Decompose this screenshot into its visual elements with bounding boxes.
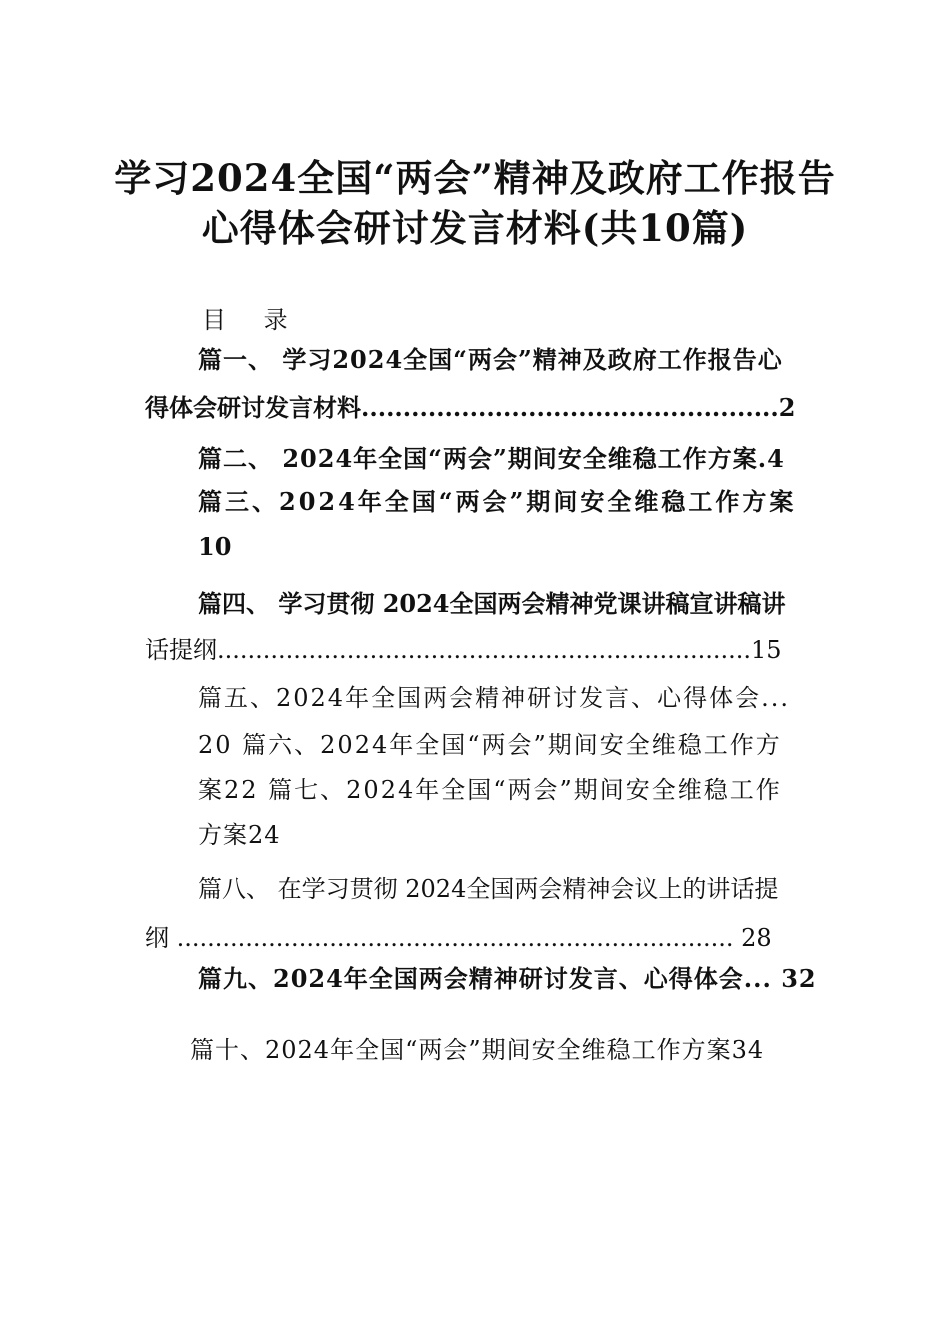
toc-entry-2: 篇二、 2024年全国“两会”期间安全维稳工作方案.4 xyxy=(198,444,785,473)
toc-entry-10: 篇十、2024年全国“两会”期间安全维稳工作方案34 xyxy=(190,1036,765,1064)
toc-entry-8-line-2: 纲 ......................................................................... 28 xyxy=(145,924,772,952)
toc-heading-char-1: 目 xyxy=(202,306,226,334)
toc-entry-6-7: 案22 篇七、2024年全国“两会”期间安全维稳工作 xyxy=(198,776,782,804)
toc-entry-1-line-1: 篇一、 学习2024全国“两会”精神及政府工作报告心 xyxy=(198,345,783,374)
toc-entry-5: 篇五、2024年全国两会精神研讨发言、心得体会... xyxy=(198,684,790,712)
toc-entry-1-line-2: 得体会研讨发言材料..................................................2 xyxy=(145,393,796,422)
toc-entry-4-line-2: 话提纲......................................................................15 xyxy=(145,636,782,664)
toc-heading xyxy=(202,300,318,335)
toc-entry-7-end: 方案24 xyxy=(198,821,281,849)
toc-entry-3-line-2: 10 xyxy=(198,532,232,561)
toc-entry-4-line-1: 篇四、 学习贯彻 2024全国两会精神党课讲稿宣讲稿讲 xyxy=(198,589,786,618)
toc-entry-8-line-1: 篇八、 在学习贯彻 2024全国两会精神会议上的讲话提 xyxy=(198,875,779,903)
toc-entry-5-6: 20 篇六、2024年全国“两会”期间安全维稳工作方 xyxy=(198,731,782,759)
toc-entry-3-line-1: 篇三、2024年全国“两会”期间安全维稳工作方案 xyxy=(198,487,797,516)
document-title-line-2: 心得体会研讨发言材料(共10篇) xyxy=(201,206,749,250)
document-title-line-1: 学习2024全国“两会”精神及政府工作报告 xyxy=(114,156,836,200)
toc-entry-9: 篇九、2024年全国两会精神研讨发言、心得体会... 32 xyxy=(198,964,817,993)
toc-heading-char-2: 录 xyxy=(263,306,288,334)
